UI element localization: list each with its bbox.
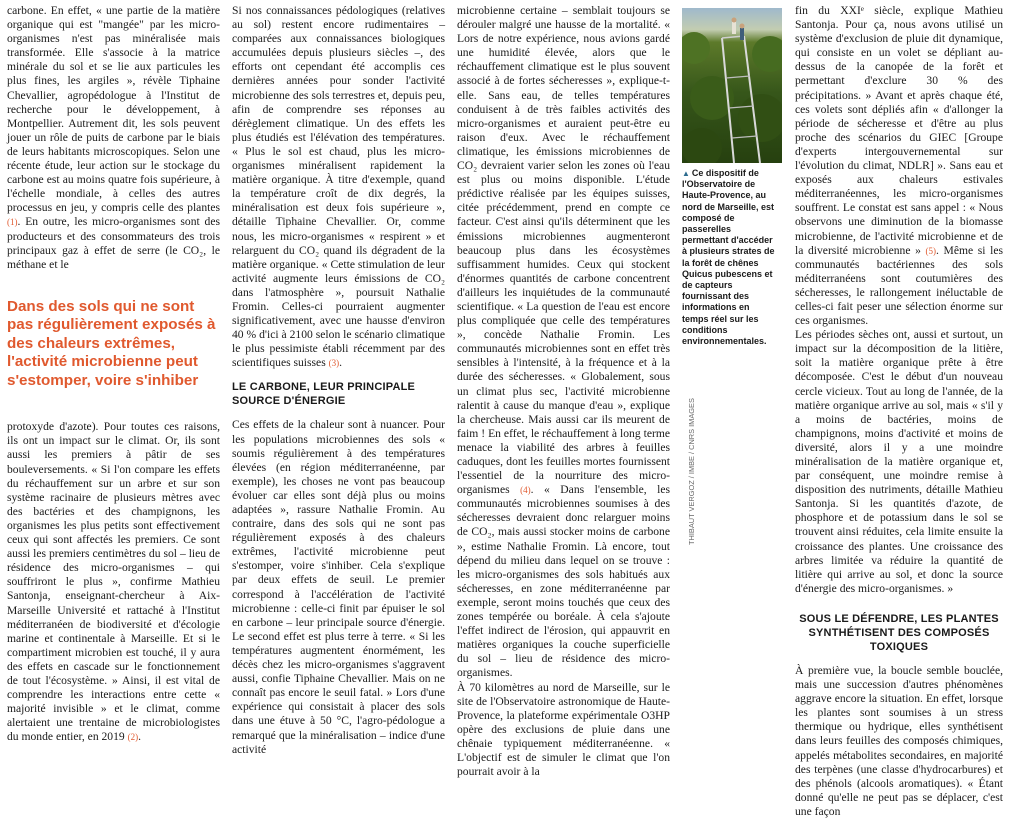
section-subhead: SOUS LE DÉFENDRE, LES PLANTES SYNTHÉTISENT DES COMPOSÉS TOXIQUES <box>799 612 999 653</box>
caption-text: Ce dispositif de l'Observatoire de Haute-Provence, au nord de Marseille, est composé de passerelles permettant d'accéder à plusieurs strates de la forêt de chênes Quicus pubescens et de capteurs fournissant des informations en temps réel sur les conditions environnementales. <box>682 168 775 347</box>
paragraph-text: . Même si les communautés bactériennes des sols méditerranéens sont coutumières des sécheresses, le rallongement inéluctable de celles-ci fait peser une sélection énorme sur ces organismes. <box>795 243 1003 328</box>
paragraph: Ces effets de la chaleur sont à nuancer. Pour les populations microbiennes des sols « soumis régulièrement à des températures élevées (en région méditerranéenne, par exemple), les choses ne vont pas beaucoup évoluer car elles sont déjà plus ou moins adaptées », rassure Nathalie Fromin. Au contraire, dans des sols qui ne sont pas régulièrement exposés à des chaleurs extrêmes, l'activité microbienne peut s'estomper, voire s'inhiber. Cela s'explique par deux effets de seuil. Le premier correspond à l'accélération de l'activité microbienne : celle-ci finit par épuiser le sol en carbone – leur principale source d'énergie. Le second effet est plus terre à terre. « Si les températures augmentent énormément, les décès chez les micro-organismes s'aggravent aussi, confie Tiphaine Chevallier. Mais on ne connaît pas encore le seuil fatal. » Lors d'une expérience qui consistait à placer des sols dans une étuve à 50 °C, l'agro-pédologue a remarqué que la minéralisation – indice d'une activité <box>232 418 445 756</box>
footnote-ref: (5) <box>925 245 937 256</box>
footnote-ref: (4) <box>520 485 531 496</box>
paragraph-text: fin du XXIᵉ siècle, explique Mathieu Santonja. Pour ça, nous avons utilisé un système d'exclusion de pluie dit dynamique, qui consiste en un volet se dépliant au-dessus de la canopée de la forêt et permettant d'exclure 30 % des précipitations. » Avant et après chaque été, ces volets sont dépliés afin « d'allonger la période de sécheresse et d'être au plus proche des scénarios du GIEC [Groupe d'experts intergouvernemental sur l'évolution du climat, NDLR] ». Sans eau et exposés aux chaleurs estivales méditerranéennes, les micro-organismes souffrent. Le constat est sans appel : « Nous observons une diminution de la biomasse microbienne, de l'activité microbienne et de la diversité microbienne » <box>795 4 1003 257</box>
paragraph <box>232 4 445 370</box>
footnote-ref: (1) <box>7 217 18 228</box>
paragraph-text: carbone. En effet, « une partie de la matière organique qui est "mangée" par les micro-organismes n'est pas minéralisée mais transformée. Elle s'associe à la matrice minérale du sol et se lie aux particules les plus fines, les argiles », révèle Tiphaine Chevallier, agropédologue à l'Institut de recherche pour le développement, à Montpellier. Autrement dit, les sols peuvent jouer un rôle de puits de carbone par le biais de leurs habitants microscopiques. Selon une récente étude, leur action sur le stockage du carbone est au moins quatre fois supérieure, à l'échelle mondiale, à celles des autres processus en jeu, y compris celle des plantes <box>7 4 220 215</box>
paragraph: Les périodes sèches ont, aussi et surtout, un impact sur la décomposition de la litière, soit la matière organique prête à être décomposée. C'est le début d'un nouveau cercle vicieux. Tout au long de l'année, de la matière organique arrive au sol, mais « s'il y a moins de bactéries, moins de champignons, moins d'activité et moins de diversité, alors il y a une moindre minéralisation de la matière organique et, par conséquent, une moindre remise à disposition des nutriments, détaille Mathieu Santonja. Si les quantités d'azote, de phosphore et de potassium dans le sol se trouvent ainsi réduites, cela limite ensuite la croissance des plantes. Une croissance des arbres limitée va réduire la quantité de litière qui arrive au sol, et donc la source d'énergie des micro-organismes. » <box>795 328 1003 595</box>
column-3 <box>457 4 670 779</box>
paragraph <box>795 4 1003 328</box>
paragraph-text: . <box>339 356 343 370</box>
footnote-ref: (2) <box>127 732 139 743</box>
column-5 <box>795 4 1003 819</box>
photo-credit: THIBAUT VERGOZ / IMBE / CNRS IMAGES <box>687 398 696 545</box>
paragraph-text: protoxyde d'azote). Pour toutes ces raisons, ils ont un impact sur le climat. Or, ils sont aussi les premiers à pâtir de ses bouleversements. « Si l'on compare les effets du réchauffement sur un arbre et sur son système racinaire de plusieurs mètres avec des bactéries et des champignons, les organismes les plus petits sont effectivement ceux qui sont affectés les premiers. Ce sont aussi les premiers centimètres du sol – lieu de résidence des micro-organismes – qui souffriront le plus », confirme Mathieu Santonja, enseignant-chercheur à Aix-Marseille Université et rattaché à l'Institut méditerranéen de biodiversité et d'écologie marine et continentale à Marseille. Et si le compartiment microbien est touché, il y aura des effets en cascade sur le fonctionnement de tout l'écosystème. » Ainsi, il est vital de comprendre les interactions entre cette « majorité invisible » et le climat, comme alertaient une trentaine de microbiologistes du monde entier, en 2019 <box>7 420 220 744</box>
paragraph-text: . « Dans l'ensemble, les communautés microbiennes soumises à des sécheresses devraient donc relarguer moins de CO₂, mais aussi stocker moins de carbone », estime Nathalie Fromin. Là encore, tout dépend du milieu dans lequel on se trouve : les micro-organismes des sols habitués aux sécheresses, en zone méditerranéenne par exemple, seront moins touchés que ceux des zones tempérée ou boréale. À cela s'ajoute l'effet indirect de l'érosion, qui appauvrit en matières organiques la couche superficielle du sol – lieu de résidence des micro-organismes. <box>457 483 670 680</box>
footnote-ref: (3) <box>328 358 340 369</box>
pull-quote: Dans des sols qui ne sont pas régulièrement exposés à des chaleurs extrêmes, l'activité microbienne peut s'estomper, voire s'inhiber <box>7 297 216 389</box>
forest-walkway-photo <box>682 8 782 163</box>
caption-marker-icon: ▲ <box>682 169 690 178</box>
paragraph-text: Si nos connaissances pédologiques (relatives au sol) restent encore rudimentaires – comparées aux connaissances biologiques accumulées depuis plusieurs siècles –, des efforts ont cependant été accomplis ces dernières années pour sonder l'activité microbienne des sols terrestres et, depuis peu, afin de comprendre ses réponses au dérèglement climatique. Un des effets les plus étudiés est l'élévation des températures. « Plus le sol est chaud, plus les micro-organismes minéralisent rapidement la matière organique. À titre d'exemple, quand la température croît de dix degrés, la minéralisation est deux fois supérieure », détaille Tiphaine Chevallier. Or, comme nous, les micro-organismes « respirent » et relarguent du CO₂ quand ils dégradent de la matière organique. « Cette stimulation de leur activité augmente leurs émissions de CO₂ dans l'atmosphère », poursuit Nathalie Fromin. Celles-ci pourraient augmenter significativement, avec une hausse d'environ 40 % d'ici à 2100 selon le scénario climatique le plus pessimiste établi récemment par des scientifiques suisses <box>232 4 445 370</box>
paragraph <box>7 4 220 272</box>
paragraph-text: microbienne certaine – semblait toujours se dérouler malgré une hausse de la mortalité. « Lors de notre expérience, nous avions gardé une humidité élevée, alors que le réchauffement climatique est le plus souvent associé à de fortes sécheresses », explique-t-elle. Sans eau, de telles températures conduisent à de très faibles activités des micro-organismes et auraient peut-être eu raison d'eux. Avec le réchauffement climatique, les émissions microbiennes de CO₂ devraient varier selon les zones où l'eau est plus ou moins disponible. L'étude prédictive réalisée par les équipes suisses, citée précédemment, prend en compte ce facteur. C'est ainsi qu'ils déterminent que les émissions microbiennes augmenteront beaucoup plus dans les écosystèmes suffisamment humides. Ceux qui stockent d'énormes quantités de carbone concentrent d'ailleurs les inquiétudes de la communauté scientifique. « La question de l'eau est encore plus compliquée que celle des températures », concède Nathalie Fromin. Les communautés microbiennes sont en effet très sensibles à l'intensité, à la fréquence et à la durée des sécheresses. « Globalement, sous un climat plus sec, l'activité microbienne ralentit à cause du manque d'eau », explique la chercheuse. Mais aussi car ils meurent de faim ! En effet, le réchauffement à long terme menace la viabilité des arbres à feuilles caduques, dont les feuilles mortes fournissent l'essentiel de la nourriture des micro-organismes <box>457 4 670 497</box>
forest-walkway-illustration <box>682 8 782 163</box>
paragraph: À 70 kilomètres au nord de Marseille, sur le site de l'Observatoire astronomique de Haute-Provence, la plateforme expérimentale O3HP opère des exclusions de pluie dans une chênaie typiquement méditerranéenne. « L'objectif est de simuler le climat que l'on pourrait avoir à la <box>457 680 670 779</box>
photo-caption <box>682 168 778 347</box>
paragraph: À première vue, la boucle semble bouclée, mais une succession d'autres phénomènes aggrave encore la situation. En effet, lorsque les plantes sont soumises à un stress thermique ou hydrique, elles synthétisent dans leurs feuilles des composés chimiques, appelés métabolites secondaires, en majorité des terpènes (une classe d'hydrocarbures) et des phénols (alcools aromatiques). « Étant donné qu'elle ne peut pas se déplacer, c'est une façon <box>795 663 1003 818</box>
paragraph-text: . <box>138 730 142 744</box>
section-subhead: LE CARBONE, LEUR PRINCIPALE SOURCE D'ÉNERGIE <box>232 381 416 408</box>
column-2 <box>232 4 445 757</box>
paragraph <box>457 4 670 681</box>
paragraph-text: . En outre, les micro-organismes sont des producteurs et des consommateurs des trois principaux gaz à effet de serre (le CO₂, le méthane et le <box>7 215 220 271</box>
paragraph <box>7 420 220 744</box>
column-1 <box>7 4 220 744</box>
